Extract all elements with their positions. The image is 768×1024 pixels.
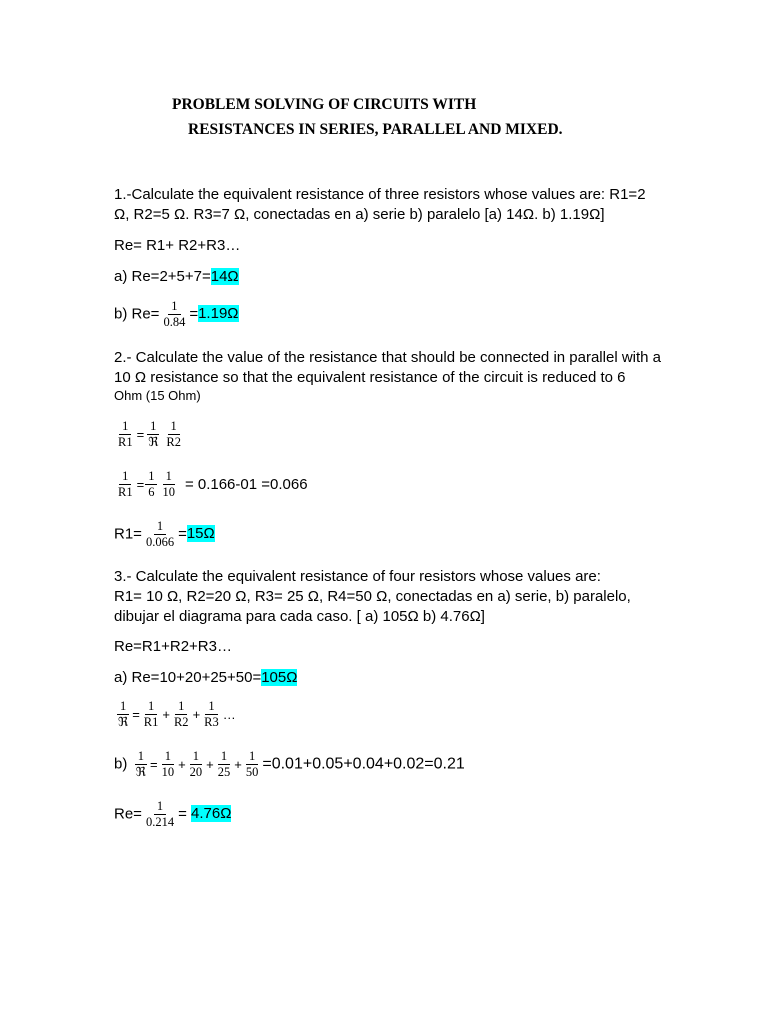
problem-1-b-prefix: b) Re= — [114, 305, 160, 323]
title-line-2: RESISTANCES IN SERIES, PARALLEL AND MIXED. — [188, 121, 563, 138]
fraction-numerator: 1 — [168, 300, 180, 315]
fraction — [201, 700, 222, 729]
problem-2-question-line-1: 2.- Calculate the value of the resistance that should be connected in parallel with a — [114, 349, 662, 366]
fraction-numerator: 1 — [147, 420, 159, 435]
fraction-denominator: 10 — [162, 485, 175, 499]
fraction — [163, 420, 184, 449]
problem-3-formula: Re=R1+R2+R3… — [114, 638, 232, 655]
fraction-denominator: ℜ — [148, 435, 159, 449]
problem-2-r-equals: = — [178, 525, 187, 543]
equals-sign: = — [149, 757, 158, 772]
fraction-numerator: 1 — [117, 700, 129, 715]
problem-2-answer-highlight: 15Ω — [186, 525, 215, 543]
fraction-denominator: 0.066 — [145, 535, 175, 549]
fraction — [115, 700, 131, 729]
fraction — [145, 470, 157, 499]
fraction-denominator: ℜ — [135, 765, 146, 779]
problem-3-question-line-2: R1= 10 Ω, R2=20 Ω, R3= 25 Ω, R4=50 Ω, conectadas en a) serie, b) paralelo, — [114, 588, 631, 605]
problem-1-a-answer-highlight: 14Ω — [210, 268, 239, 285]
problem-2-equation-2-result: = 0.166-01 =0.066 — [184, 475, 308, 493]
problem-3-re-fraction — [143, 800, 177, 829]
problem-2-question-line-3: Ohm (15 Ohm) — [114, 388, 201, 403]
fraction-numerator: 1 — [119, 470, 131, 485]
problem-3-answer-b — [114, 800, 231, 829]
fraction — [133, 750, 149, 779]
problem-2-answer — [114, 520, 215, 549]
problem-2-r-prefix: R1= — [114, 525, 142, 543]
problem-1-a-prefix: a) Re=2+5+7= — [114, 268, 211, 285]
fraction-denominator: R1 — [118, 485, 133, 499]
fraction — [141, 700, 162, 729]
title-line-1: PROBLEM SOLVING OF CIRCUITS WITH — [172, 96, 477, 113]
problem-3-equation-2 — [114, 750, 465, 779]
fraction-numerator: 1 — [205, 700, 217, 715]
problem-3-question-line-3: dibujar el diagrama para cada caso. [ a) 105Ω b) 4.76Ω] — [114, 608, 485, 625]
fraction-numerator: 1 — [135, 750, 147, 765]
fraction-denominator: R2 — [173, 715, 189, 729]
fraction-denominator: 20 — [189, 765, 203, 779]
problem-1-answer-a — [114, 267, 239, 287]
fraction-denominator: 0.84 — [163, 315, 186, 329]
problem-1-formula: Re= R1+ R2+R3… — [114, 237, 241, 254]
problem-1-question-line-2: Ω, R2=5 Ω. R3=7 Ω, conectadas en a) serie b) paralelo [a) 14Ω. b) 1.19Ω] — [114, 206, 605, 223]
problem-1-question-line-1: 1.-Calculate the equivalent resistance of three resistors whose values are: R1=2 — [114, 186, 646, 203]
problem-1-answer-b — [114, 300, 239, 329]
plus-sign: + — [178, 757, 186, 772]
problem-1-b-equals: = — [189, 305, 199, 323]
fraction-numerator: 1 — [168, 420, 180, 435]
fraction-denominator: 6 — [148, 485, 155, 499]
problem-3-equation-2-result: =0.01+0.05+0.04+0.02=0.21 — [262, 755, 465, 773]
fraction-numerator: 1 — [246, 750, 258, 765]
fraction — [187, 750, 206, 779]
fraction-numerator: 1 — [175, 700, 187, 715]
ellipsis: … — [222, 707, 236, 722]
plus-sign: + — [162, 707, 170, 722]
problem-3-re-equals: = — [178, 805, 187, 823]
problem-3-question-line-1: 3.- Calculate the equivalent resistance of four resistors whose values are: — [114, 568, 601, 585]
problem-3-a-prefix: a) Re=10+20+25+50= — [114, 669, 262, 686]
fraction-denominator: R1 — [143, 715, 159, 729]
fraction-denominator: 25 — [217, 765, 231, 779]
equals-sign: = — [132, 707, 140, 722]
problem-3-re-prefix: Re= — [114, 805, 142, 823]
problem-3-equation-1 — [114, 700, 236, 729]
problem-1-b-fraction — [160, 300, 188, 329]
fraction-numerator: 1 — [119, 420, 131, 435]
fraction-denominator: R2 — [166, 435, 181, 449]
plus-sign: + — [206, 757, 214, 772]
problem-3-answer-a — [114, 668, 297, 688]
fraction-numerator: 1 — [218, 750, 230, 765]
fraction — [159, 750, 178, 779]
fraction-denominator: R3 — [204, 715, 219, 729]
fraction — [115, 470, 136, 499]
problem-2-question-line-2: 10 Ω resistance so that the equivalent resistance of the circuit is reduced to 6 — [114, 369, 626, 386]
problem-1-b-answer-highlight: 1.19Ω — [198, 305, 239, 323]
fraction — [171, 700, 192, 729]
plus-sign: + — [192, 707, 201, 722]
fraction-numerator: 1 — [190, 750, 202, 765]
fraction-numerator: 1 — [163, 470, 175, 485]
fraction-denominator: 50 — [245, 765, 259, 779]
fraction — [159, 470, 178, 499]
fraction — [243, 750, 262, 779]
equals-sign: = — [136, 477, 145, 492]
fraction-numerator: 1 — [162, 750, 174, 765]
fraction — [145, 420, 161, 449]
fraction — [115, 420, 136, 449]
plus-sign: + — [234, 757, 242, 772]
problem-3-b-prefix: b) — [114, 755, 128, 773]
fraction-denominator: 0.214 — [145, 815, 175, 829]
problem-2-r-fraction — [143, 520, 177, 549]
fraction-numerator: 1 — [145, 700, 157, 715]
problem-3-a-answer-highlight: 105Ω — [261, 669, 298, 686]
problem-2-equation-1 — [114, 420, 185, 449]
fraction-denominator: 10 — [161, 765, 175, 779]
problem-2-equation-2 — [114, 470, 308, 499]
fraction — [215, 750, 234, 779]
fraction-numerator: 1 — [154, 800, 166, 815]
fraction-numerator: 1 — [154, 520, 166, 535]
fraction-denominator: ℜ — [118, 715, 129, 729]
equals-sign: = — [136, 427, 145, 442]
fraction-numerator: 1 — [145, 470, 157, 485]
problem-3-b-answer-highlight: 4.76Ω — [191, 805, 232, 823]
fraction-denominator: R1 — [118, 435, 133, 449]
